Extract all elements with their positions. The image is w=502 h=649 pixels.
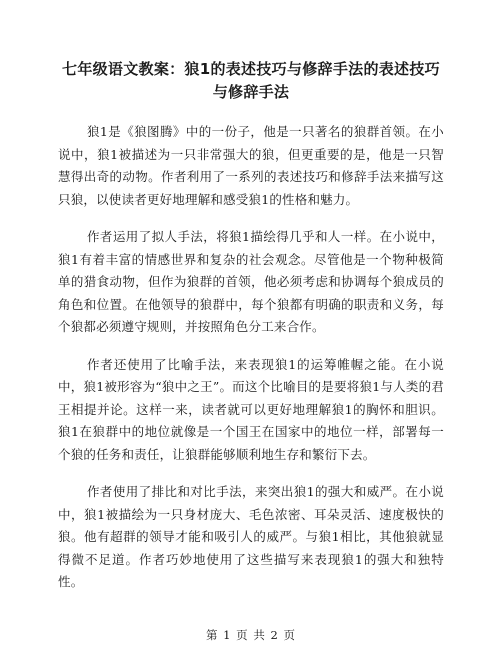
paragraph-1: 狼1是《狼图腾》中的一份子，他是一只著名的狼群首领。在小说中，狼1被描述为一只非常强大的狼，但更重要的是，他是一只智慧得出奇的动物。作者利用了一系列的表述技巧和修辞手法来描写这只狼，以使读者更好地理解和感受狼1的性格和魅力。 (58, 124, 444, 207)
paragraph-3: 作者还使用了比喻手法，来表现狼1的运筹帷幄之能。在小说中，狼1被形容为“狼中之王”。而这个比喻目的是要将狼1与人类的君王相提并论。这样一来，读者就可以更好地理解狼1的胸怀和胆识。狼1在狼群中的地位就像是一个国王在国家中的地位一样，部署每一个狼的任务和责任，让狼群能够顺利地生存和繁衍下去。 (58, 356, 444, 462)
document-title: 七年级语文教案：狼1的表述技巧与修辞手法的表述技巧与修辞手法 (62, 60, 440, 101)
paragraph-2: 作者运用了拟人手法，将狼1描绘得几乎和人一样。在小说中，狼1有着丰富的情感世界和复杂的社会观念。尽管他是一个物种极简单的猎食动物，但作为狼群的首领，他必须考虑和协调每个狼成员的角色和位置。在他领导的狼群中，每个狼都有明确的职责和义务，每个狼都必须遵守规则，并按照角色分工来合作。 (58, 229, 444, 334)
document-body (58, 121, 444, 609)
paragraph-4: 作者使用了排比和对比手法，来突出狼1的强大和威严。在小说中，狼1被描绘为一只身材庞大、毛色浓密、耳朵灵活、速度极快的狼。他有超群的领导才能和吸引人的威严。与狼1相比，其他狼就显得微不足道。作者巧妙地使用了这些描写来表现狼1的强大和独特性。 (58, 484, 444, 589)
page-footer: 第 1 页 共 2 页 (206, 628, 296, 642)
